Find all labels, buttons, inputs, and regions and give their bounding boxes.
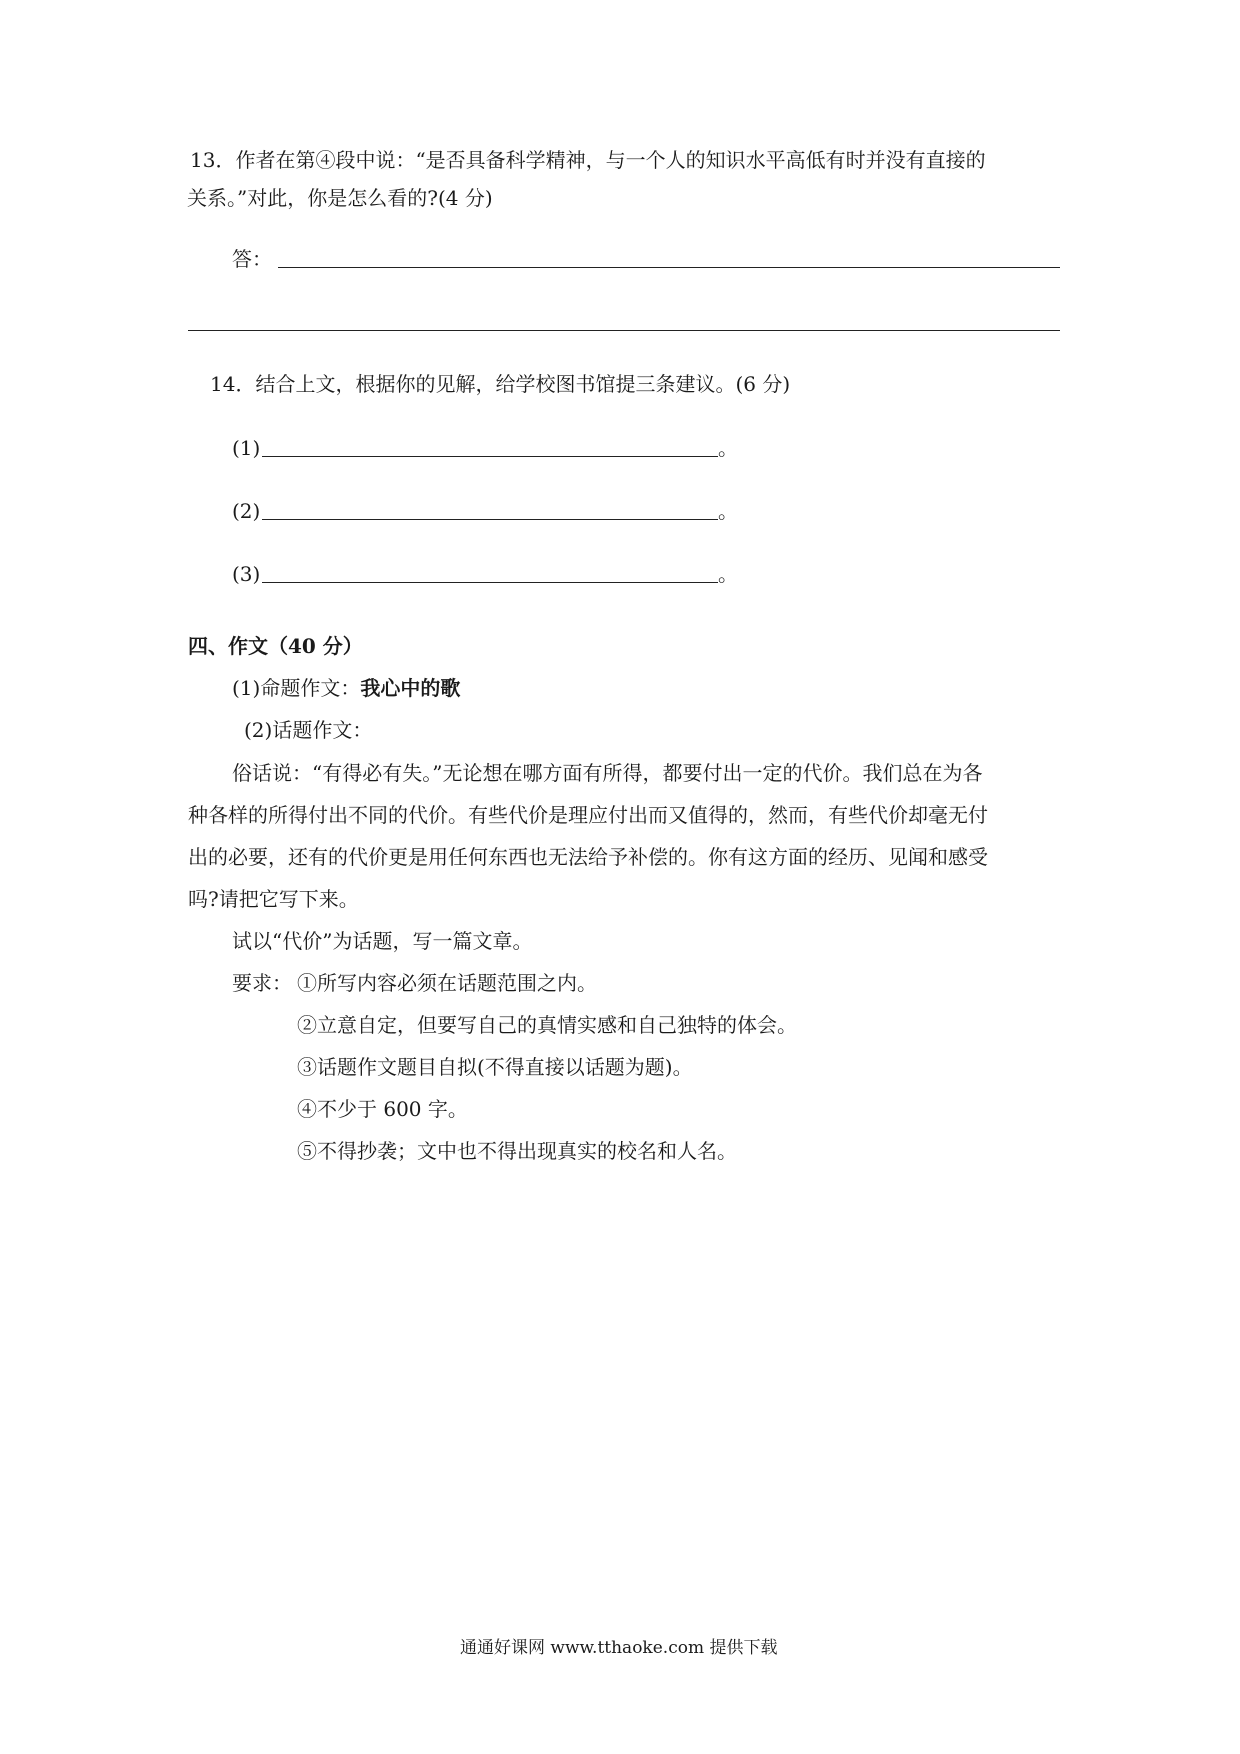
q14-item-2-end: 。	[718, 499, 738, 523]
q14-item-2-label: (2)	[232, 499, 261, 523]
q14-prompt: 14．结合上文，根据你的见解，给学校图书馆提三条建议。(6 分)	[210, 372, 791, 396]
requirement-5: ⑤不得抄袭；文中也不得出现真实的校名和人名。	[297, 1139, 737, 1163]
q14-item-1-label: (1)	[232, 436, 261, 460]
footer-credit: 通通好课网 www.tthaoke.com 提供下载	[460, 1638, 778, 1658]
q13-answer-label: 答：	[232, 247, 272, 271]
q13-answer-line-2[interactable]	[188, 330, 1060, 331]
essay-option-1-prefix: (1)命题作文：	[232, 676, 361, 700]
essay-paragraph-line-4: 吗?请把它写下来。	[188, 887, 359, 911]
essay-instruction: 试以“代价”为话题，写一篇文章。	[232, 929, 533, 953]
requirement-4: ④不少于 600 字。	[297, 1097, 468, 1121]
requirements-label: 要求：	[232, 971, 292, 995]
essay-option-1-title: 我心中的歌	[360, 676, 461, 700]
requirement-3: ③话题作文题目自拟(不得直接以话题为题)。	[297, 1055, 693, 1079]
q14-item-2-line[interactable]	[262, 519, 718, 520]
essay-paragraph-line-1: 俗话说：“有得必有失。”无论想在哪方面有所得，都要付出一定的代价。我们总在为各	[232, 761, 983, 785]
essay-paragraph-line-2: 种各样的所得付出不同的代价。有些代价是理应付出而又值得的，然而，有些代价却毫无付	[188, 803, 988, 827]
q14-item-1-end: 。	[718, 436, 738, 460]
q14-item-3-line[interactable]	[262, 582, 718, 583]
q14-item-3-label: (3)	[232, 562, 261, 586]
q13-text-line-1: 13．作者在第④段中说：“是否具备科学精神，与一个人的知识水平高低有时并没有直接的	[190, 148, 986, 172]
q13-text-line-2: 关系。”对此，你是怎么看的?(4 分)	[187, 186, 493, 210]
q14-item-1-line[interactable]	[262, 456, 718, 457]
essay-option-2: (2)话题作文：	[244, 718, 373, 742]
q14-item-3-end: 。	[718, 562, 738, 586]
essay-paragraph-line-3: 出的必要，还有的代价更是用任何东西也无法给予补偿的。你有这方面的经历、见闻和感受	[188, 845, 988, 869]
requirement-2: ②立意自定，但要写自己的真情实感和自己独特的体会。	[297, 1013, 797, 1037]
essay-option-1	[232, 674, 460, 702]
requirement-1: ①所写内容必须在话题范围之内。	[297, 971, 597, 995]
q13-answer-line-1[interactable]	[278, 267, 1060, 268]
essay-heading: 四、作文（40 分）	[188, 634, 363, 658]
